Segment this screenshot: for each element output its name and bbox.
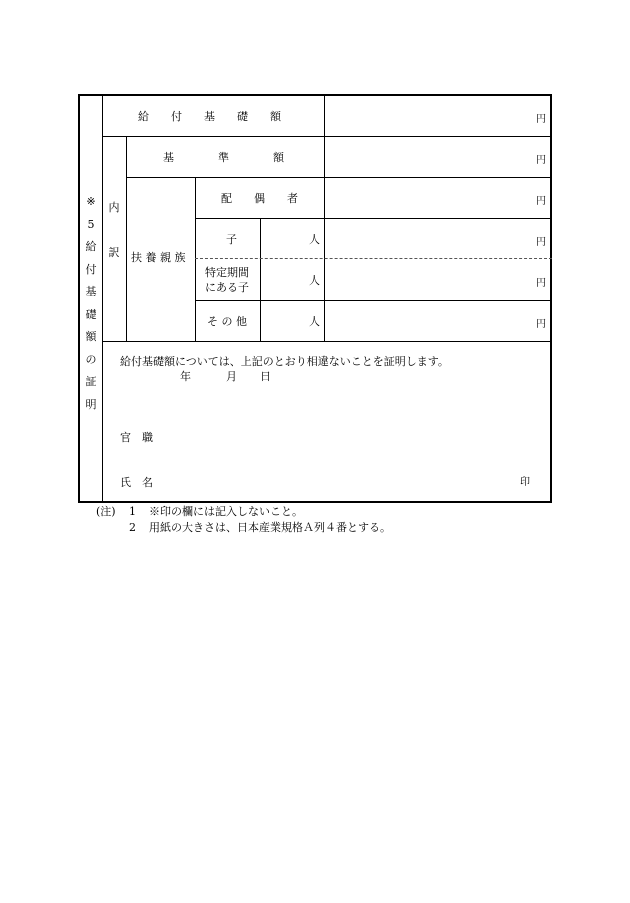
sonota-label: そ の 他 — [207, 315, 247, 328]
kyufu-yen-unit: 円 — [536, 114, 546, 125]
divider — [126, 136, 127, 341]
date-day-label: 日 — [260, 370, 271, 383]
tokutei-yen-unit: 円 — [536, 278, 546, 289]
ko-count-unit: 人 — [309, 233, 320, 246]
tokutei-label-line1: 特定期間 — [205, 266, 249, 279]
sonota-yen-unit: 円 — [536, 319, 546, 330]
certification-statement: 給付基礎額については、上記のとおり相違ないことを証明します。 — [120, 355, 449, 368]
haiguusha-yen-unit: 円 — [536, 196, 546, 207]
date-month-label: 月 — [226, 370, 237, 383]
note-2-text: 用紙の大きさは、日本産業規格Ａ列４番とする。 — [149, 521, 391, 534]
ko-label: 子 — [226, 233, 237, 246]
kijungaku-label: 基 準 額 — [163, 151, 284, 164]
tokutei-label-line2: にある子 — [205, 281, 249, 294]
date-year-label: 年 — [180, 370, 191, 383]
fuyo-shinzoku-label: 扶 養 親 族 — [131, 251, 186, 264]
divider — [195, 258, 552, 259]
certificate-form — [78, 94, 552, 503]
side-label: ※ 5 給 付 基 礎 額 の 証 明 — [85, 195, 97, 411]
kijun-yen-unit: 円 — [536, 155, 546, 166]
divider — [102, 341, 552, 342]
seal-mark: 印 — [520, 477, 530, 488]
divider — [102, 96, 103, 501]
notes-prefix: (注) — [96, 505, 116, 518]
note-2-number: 2 — [129, 521, 136, 534]
ko-yen-unit: 円 — [536, 237, 546, 248]
tokutei-count-unit: 人 — [309, 274, 320, 287]
divider — [195, 177, 196, 341]
divider — [195, 218, 552, 219]
sonota-count-unit: 人 — [309, 315, 320, 328]
divider — [102, 136, 552, 137]
naiyaku-label: 内 訳 — [108, 201, 120, 259]
kyufu-kisogaku-label: 給 付 基 礎 額 — [138, 110, 281, 123]
divider — [195, 300, 552, 301]
divider — [260, 218, 261, 341]
name-label: 氏 名 — [120, 476, 153, 489]
divider — [126, 177, 552, 178]
haiguusha-label: 配 偶 者 — [221, 192, 298, 205]
official-title-label: 官 職 — [120, 431, 153, 444]
note-1-text: ※印の欄には記入しないこと。 — [149, 505, 303, 518]
note-1-number: 1 — [129, 505, 136, 518]
